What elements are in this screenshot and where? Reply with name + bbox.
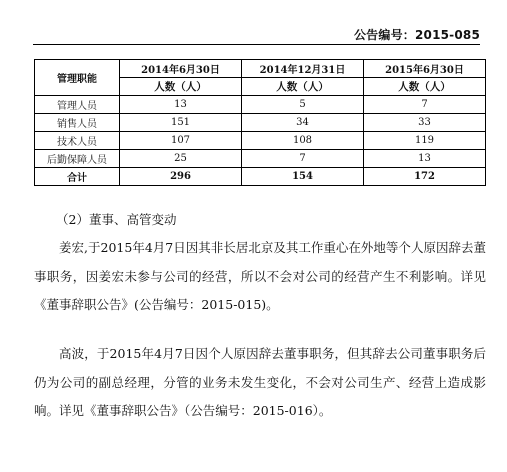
role-cell: 销售人员: [35, 114, 120, 132]
paragraph-gao-bo: 高波，于2015年4月7日因个人原因辞去董事职务，但其辞去公司董事职务后仍为公司的副总经理，分管的业务未发生变化，不会对公司生产、经营上造成影响。详见《董事辞职公告》（公告编号：2015-016）。: [34, 346, 486, 418]
role-cell: 管理人员: [35, 96, 120, 114]
total-value: 154: [242, 168, 364, 186]
value-cell: 7: [364, 96, 486, 114]
value-cell: 151: [120, 114, 242, 132]
value-cell: 33: [364, 114, 486, 132]
unit-header: 人数（人）: [120, 78, 242, 96]
table-row: [35, 114, 486, 132]
table-row: [35, 96, 486, 114]
date-header: 2014年12月31日: [242, 60, 364, 78]
announcement-number: 公告编号：2015-085: [353, 28, 480, 42]
value-cell: 13: [120, 96, 242, 114]
header-divider: [33, 44, 480, 45]
total-value: 172: [364, 168, 486, 186]
role-cell: 技术人员: [35, 132, 120, 150]
unit-header: 人数（人）: [364, 78, 486, 96]
value-cell: 5: [242, 96, 364, 114]
table-row: [35, 150, 486, 168]
staff-table: [34, 59, 486, 186]
value-cell: 13: [364, 150, 486, 168]
value-cell: 7: [242, 150, 364, 168]
total-value: 296: [120, 168, 242, 186]
value-cell: 108: [242, 132, 364, 150]
value-cell: 119: [364, 132, 486, 150]
corner-header: 管理职能: [35, 60, 120, 96]
value-cell: 107: [120, 132, 242, 150]
total-row: [35, 168, 486, 186]
total-label: 合计: [35, 168, 120, 186]
value-cell: 34: [242, 114, 364, 132]
paragraph-jiang-hong: 姜宏,于2015年4月7日因其非长居北京及其工作重心在外地等个人原因辞去董事职务，因姜宏未参与公司的经营，所以不会对公司的经营产生不利影响。详见《董事辞职公告》(公告编号：2015-015)。: [34, 240, 486, 312]
role-cell: 后勤保障人员: [35, 150, 120, 168]
table-row: [35, 132, 486, 150]
value-cell: 25: [120, 150, 242, 168]
section-heading: （2）董事、高管变动: [56, 212, 177, 227]
unit-header: 人数（人）: [242, 78, 364, 96]
date-header: 2014年6月30日: [120, 60, 242, 78]
date-header: 2015年6月30日: [364, 60, 486, 78]
